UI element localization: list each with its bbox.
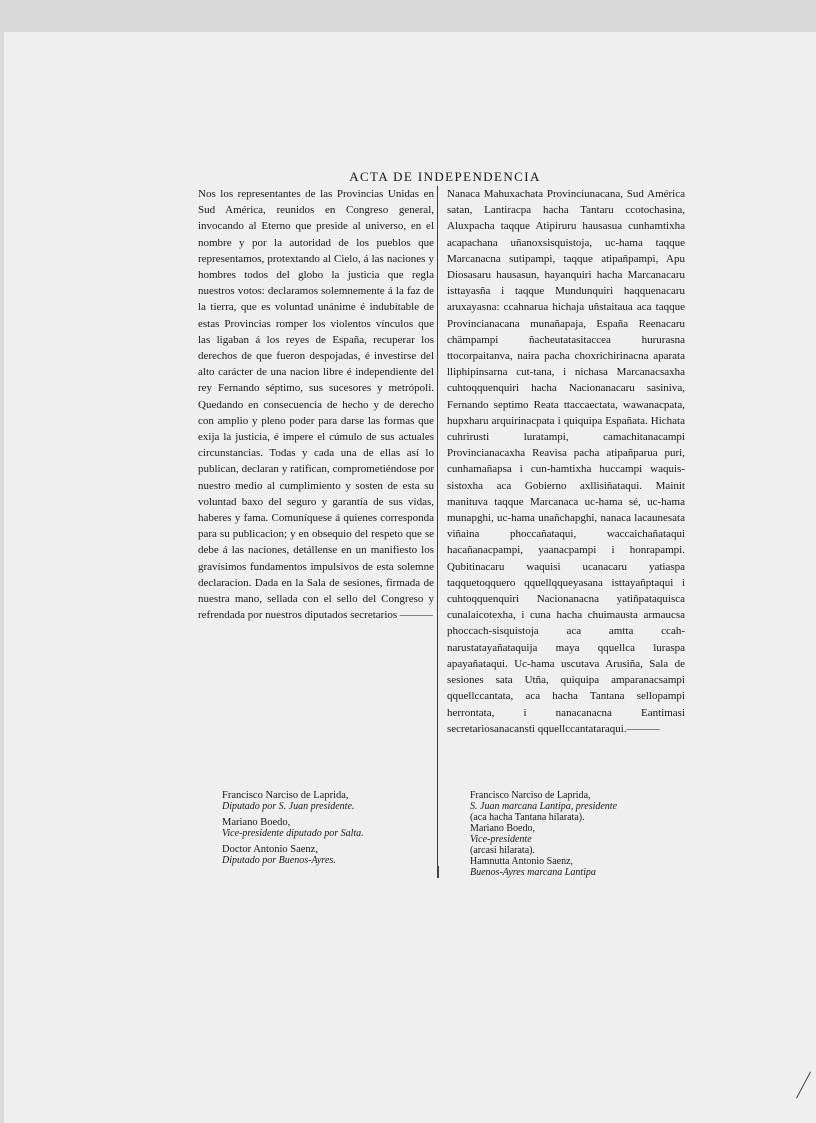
spanish-text-column: Nos los representantes de las Provincias Unidas en Sud América, reunidos en Congreso general, invocando al Eterno que preside al universo, en el nombre y por la autoridad de los pueblos que representamos, protextando al Cielo, á las naciones y hombres todos del globo la justicia que regla nuestros votos: declaramos solemnemente á la faz de la tierra, que es voluntad unánime é indubitable de estas Provincias romper los violentos vínculos que las ligaban á los reyes de España, recuperar los derechos de que fueron despojadas, é investirse del alto carácter de una nacion libre é independiente del rey Fernando séptimo, sus sucesores y metrópoli. Quedando en consecuencia de hecho y de derecho con amplio y pleno poder para darse las formas que exija la justicia, é impere el cúmulo de sus actuales circunstancias. Todas y cada una de ellas así lo publican, declaran y ratifican, comprometiéndose por nuestro medio al cumplimiento y sosten de esta su voluntad baxo del seguro y garantía de sus vidas, haberes y fama. Comuníquese á quienes corresponda para su publicacion; y en obsequio del respeto que se debe á las naciones, detállense en un manifiesto los gravísimos fundamentos impulsivos de esta solemne declaracion. Dada en la Sala de sesiones, firmada de nuestra mano, sellada con el sello del Congreso y refrendada por nuestros diputados secretarios ——— bbox=[198, 188, 434, 622]
signature-block bbox=[470, 823, 690, 856]
quechua-text-column: Nanaca Mahuxachata Provinciunacana, Sud América satan, Lantiracpa hacha Tantaru ccotochasina, Aluxpacha taqque Atipiruru hausasua cunhamtixha acapachana uñanoxsisquistoja, uc-hama taqque Marcanacna sutipampi, taqque atipañpampi, Apu Diosasaru hausasun, hayanquiri hacha Marcanacaru isttayasña i taqque Mundunquiri haqquenacaru aruxayasna: ccahnarua hichaja uñstaitaua aca taqque Provincianacana munañapaja, España Reenacaru chämpampi ñacheutatasitaccea hururasna ttocorpaitanva, naira pacha choxrichirinacna aparata lliphipinsarna cut-tana, i nichasa Marcanacsaxha cuhtoqquenquiri hacha Nacionanacaru sasiniva, Fernando septimo Reata ttaccaectata, wawanacpata, hupxharu arquirinacpata i quiquipa Españata. Hichata cuhrirusti luratampi, camachitanacampi Provincianacaxha Reavisa pacha atipañparua puri, cunhamañapsa i cun-hamtixha huccampi waquis-sistoxha aca Gobierno axllisiñataqui. Mainit manituva taqque Marcanaca uc-hama sé, uc-hama munapghi, uc-hama unañchapghi, nanaca lacaunesata viñaina phoccañataqui, waccaichañataqui hacañanacpampi, yaanacpampi i honrapampi. Qubitinacaru waquisi ucanacaru yatiaspa taqquetoqquero qquellqqueyasana isttayañptaqui i cuhtoqquenquiri Nacionanacna yatiñpataquisca cunalaicotexha, i cuna hacha chuimausta armaucsa phoccach-sisquistoja aca amtta ccah-narustatayañataquija maya qquellca luraspa apayañataqui. Uc-hama uscutava Arusiña, Sala de sesiones sata Utña, quiquipa amparanacsampi qquellccantata, aca hacha Tantana sellopampi herrontata, i nanacanacna Eantimasi secretariosanacansti qquellccantataraqui.——— bbox=[447, 188, 685, 735]
signatory-note: (arcasi hilarata). bbox=[470, 845, 535, 856]
signatory-note: (aca hacha Tantana hilarata). bbox=[470, 812, 585, 823]
quechua-signatures bbox=[470, 790, 690, 878]
signature-block bbox=[222, 790, 432, 812]
signatory-name: Mariano Boedo, bbox=[470, 823, 535, 834]
signatory-role: Diputado por Buenos-Ayres. bbox=[222, 855, 336, 866]
signatory-name: Hamnutta Antonio Saenz, bbox=[470, 856, 574, 867]
spanish-signatures bbox=[222, 790, 432, 871]
signatory-name: Doctor Antonio Saenz, bbox=[222, 844, 318, 855]
signatory-role: Vice-presidente diputado por Salta. bbox=[222, 828, 364, 839]
signature-block bbox=[222, 844, 432, 866]
signature-block bbox=[222, 817, 432, 839]
page-edge-mark bbox=[437, 866, 439, 878]
signatory-name: Francisco Narciso de Laprida, bbox=[222, 790, 349, 801]
signature-block bbox=[470, 790, 690, 823]
signatory-role: S. Juan marcana Lantipa, presidente bbox=[470, 801, 618, 812]
document-title: ACTA DE INDEPENDENCIA bbox=[349, 168, 541, 184]
signatory-role: Buenos-Ayres marcana Lantipa bbox=[470, 867, 596, 878]
signatory-role: Vice-presidente bbox=[470, 834, 532, 845]
signatory-name: Francisco Narciso de Laprida, bbox=[470, 790, 591, 801]
column-divider bbox=[437, 186, 438, 876]
signatory-role: Diputado por S. Juan presidente. bbox=[222, 801, 355, 812]
signatory-name: Mariano Boedo, bbox=[222, 817, 291, 828]
signature-block bbox=[470, 856, 690, 878]
